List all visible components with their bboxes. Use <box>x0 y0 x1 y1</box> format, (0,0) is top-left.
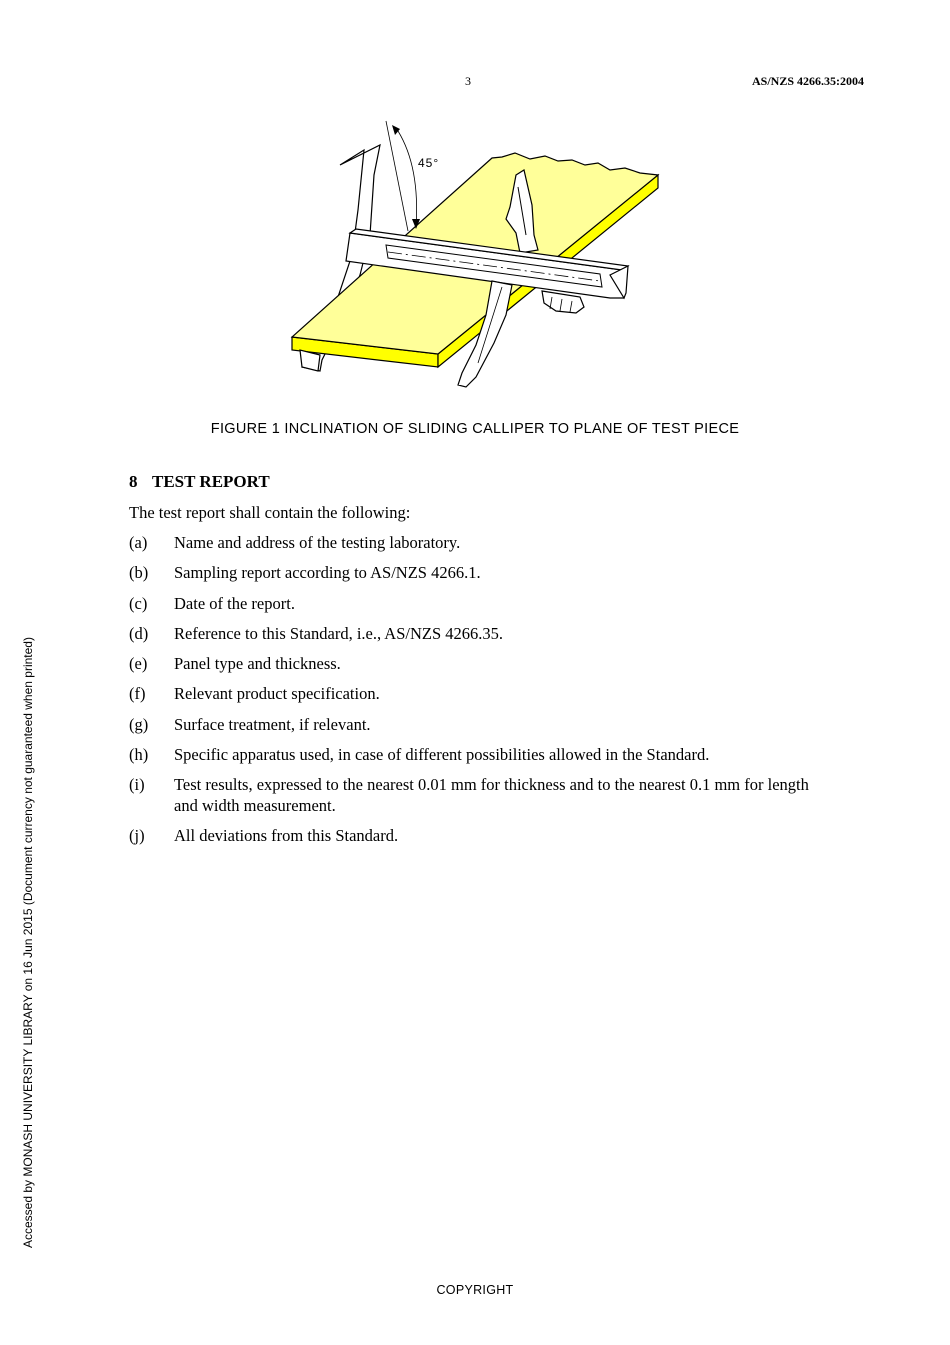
figure-calliper-illustration <box>280 115 680 400</box>
figure-caption: FIGURE 1 INCLINATION OF SLIDING CALLIPER TO PLANE OF TEST PIECE <box>210 421 740 437</box>
angle-reference-line <box>386 121 408 231</box>
list-item-marker: (i) <box>129 775 145 795</box>
list-item-marker: (g) <box>129 714 149 734</box>
list-item <box>129 563 829 584</box>
angle-label: 45° <box>418 156 440 170</box>
angle-arrow-top <box>392 125 400 135</box>
page-number: 3 <box>465 74 471 88</box>
document-id: AS/NZS 4266.35:2004 <box>751 74 864 88</box>
list-item-marker: (c) <box>129 593 148 613</box>
list-item <box>129 684 829 705</box>
section-number: 8 <box>129 472 138 491</box>
list-item <box>129 745 829 766</box>
section-heading <box>129 472 270 492</box>
list-item-text: Name and address of the testing laboratory. <box>174 533 461 552</box>
list-item-marker: (d) <box>129 623 149 643</box>
list-item-marker: (h) <box>129 745 149 765</box>
list-item-text: Relevant product specification. <box>174 684 380 704</box>
list-item-marker: (a) <box>129 533 148 552</box>
angle-arc <box>398 131 417 227</box>
list-item <box>129 715 829 736</box>
list-item-text: All deviations from this Standard. <box>174 826 399 846</box>
list-item <box>129 775 829 816</box>
list-item-marker: (f) <box>129 684 146 704</box>
list-item-text: Sampling report according to AS/NZS 4266.1. <box>174 563 481 583</box>
calliper-thumb-screw <box>542 291 584 313</box>
list-item-text: Panel type and thickness. <box>174 654 341 674</box>
list-item-text: Date of the report. <box>174 593 295 613</box>
list-item-text: Reference to this Standard, i.e., AS/NZS 4266.35. <box>174 623 504 643</box>
list-item-text: Surface treatment, if relevant. <box>174 714 371 734</box>
list-item <box>129 624 829 645</box>
list-item-marker: (e) <box>129 654 148 674</box>
copyright-footer: COPYRIGHT <box>436 1283 514 1297</box>
section-intro: The test report shall contain the following: <box>129 503 411 522</box>
list-item-marker: (j) <box>129 826 145 846</box>
list-item-text: Test results, expressed to the nearest 0.01 mm for thickness and to the nearest 0.1 mm for length and width measurement. <box>174 775 809 815</box>
list-item-text: Specific apparatus used, in case of different possibilities allowed in the Standard. <box>174 745 710 765</box>
list-item <box>129 654 829 675</box>
access-watermark: Accessed by MONASH UNIVERSITY LIBRARY on 16 Jun 2015 (Document currency not guaranteed when printed) <box>21 637 35 1248</box>
calliper-drawing <box>280 115 680 400</box>
list-item <box>129 826 829 847</box>
report-items-list <box>129 533 829 856</box>
list-item-marker: (b) <box>129 563 149 583</box>
list-item <box>129 533 829 554</box>
list-item <box>129 594 829 615</box>
section-title: TEST REPORT <box>152 472 270 491</box>
